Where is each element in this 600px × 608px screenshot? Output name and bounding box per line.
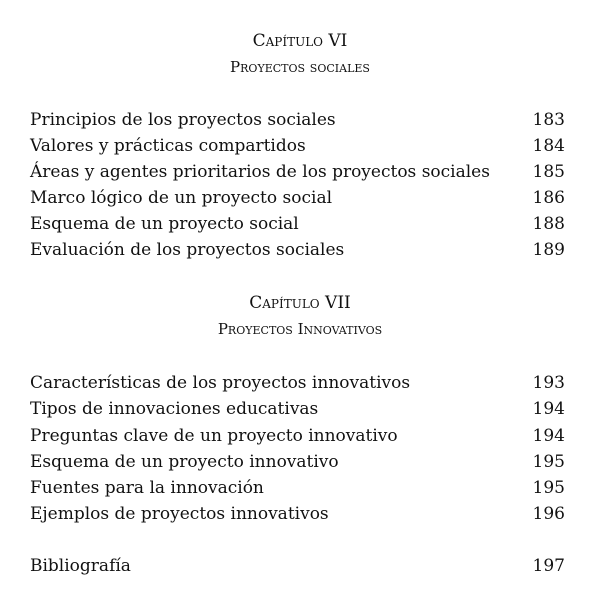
toc-entry-title: Bibliografía: [30, 556, 131, 576]
chapter-6-subtitle: Proyectos sociales: [230, 58, 370, 76]
toc-entry[interactable]: [30, 370, 565, 396]
toc-entry[interactable]: [30, 185, 565, 211]
toc-entry[interactable]: [30, 159, 565, 185]
toc-entry-page: 193: [532, 373, 565, 393]
toc-entry[interactable]: [30, 501, 565, 527]
toc-entry[interactable]: [30, 107, 565, 133]
toc-entry[interactable]: [30, 396, 565, 422]
toc-entry-title: Características de los proyectos innovativos: [30, 373, 411, 393]
toc-entry[interactable]: [30, 211, 565, 237]
chapter-7-heading: Capítulo VII: [249, 293, 351, 313]
toc-entry-title: Evaluación de los proyectos sociales: [30, 240, 345, 260]
toc-entry[interactable]: [30, 237, 565, 263]
toc-entry-page: 197: [532, 556, 565, 576]
toc-entry-page: 195: [532, 478, 565, 498]
toc-entry-title: Ejemplos de proyectos innovativos: [30, 504, 329, 524]
toc-entry-page: 183: [532, 110, 565, 130]
toc-entry-page: 194: [532, 399, 565, 419]
toc-entry[interactable]: [30, 423, 565, 449]
toc-entry[interactable]: [30, 449, 565, 475]
toc-entry-page: 185: [532, 162, 565, 182]
toc-entry[interactable]: [30, 133, 565, 159]
toc-entry-title: Valores y prácticas compartidos: [30, 136, 306, 156]
toc-entry-page: 196: [532, 504, 565, 524]
toc-entry-title: Áreas y agentes prioritarios de los proyectos sociales: [30, 162, 490, 182]
toc-entry-title: Preguntas clave de un proyecto innovativo: [30, 426, 398, 446]
toc-entry-page: 194: [532, 426, 565, 446]
toc-entry-page: 195: [532, 452, 565, 472]
toc-entry-title: Tipos de innovaciones educativas: [30, 399, 319, 419]
chapter-7-subtitle: Proyectos Innovativos: [217, 320, 383, 338]
toc-entry-page: 188: [532, 214, 565, 234]
toc-entry[interactable]: [30, 475, 565, 501]
toc-entry-title: Principios de los proyectos sociales: [30, 110, 336, 130]
chapter-6-heading: Capítulo VI: [252, 31, 348, 51]
toc-entry-title: Esquema de un proyecto social: [30, 214, 299, 234]
toc-entry-page: 186: [532, 188, 565, 208]
toc-entry-title: Fuentes para la innovación: [30, 478, 264, 498]
toc-entry-page: 184: [532, 136, 565, 156]
toc-entry-bibliography[interactable]: [30, 553, 565, 579]
toc-entry-page: 189: [532, 240, 565, 260]
toc-entry-title: Esquema de un proyecto innovativo: [30, 452, 339, 472]
toc-entry-title: Marco lógico de un proyecto social: [30, 188, 333, 208]
